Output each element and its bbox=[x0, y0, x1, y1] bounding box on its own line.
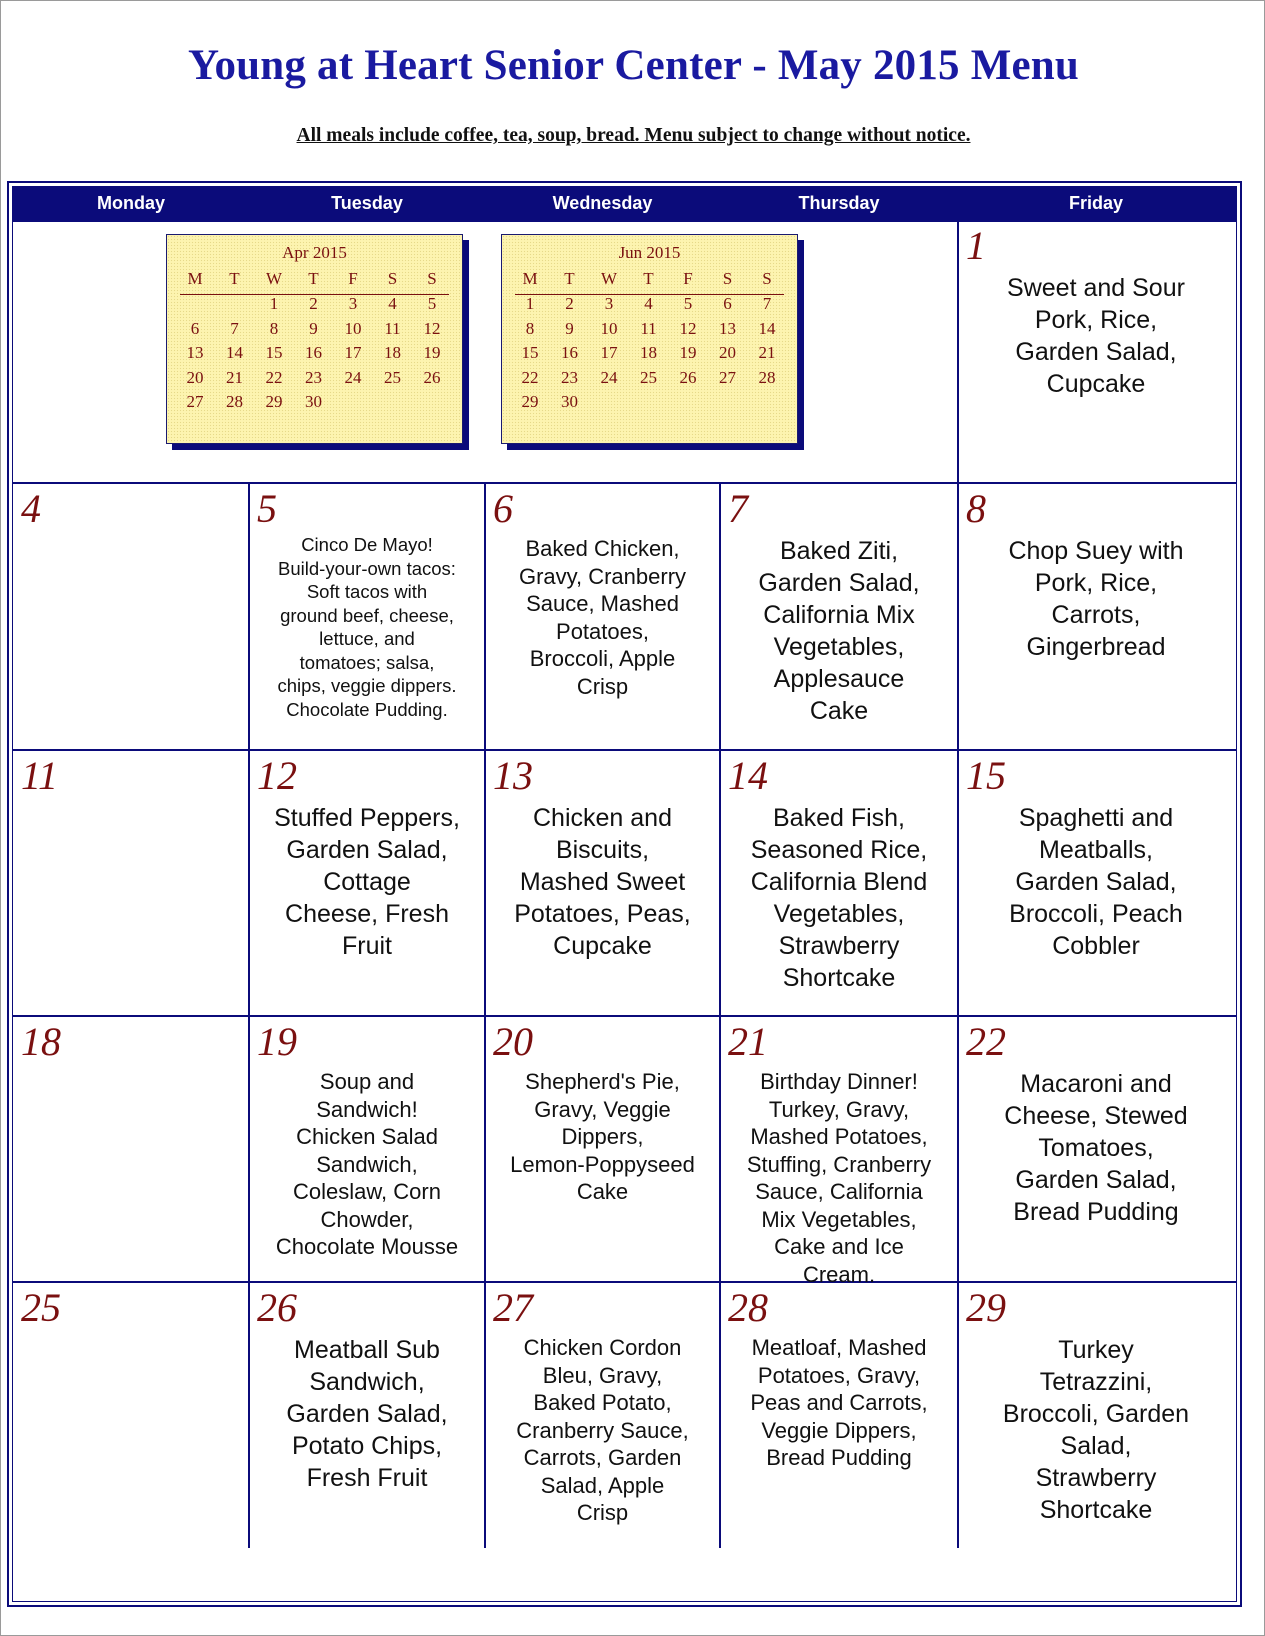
menu-text bbox=[964, 802, 1228, 962]
menu-line: Tomatoes, bbox=[1038, 1134, 1154, 1162]
mini-calendar-date: 7 bbox=[230, 318, 239, 338]
mini-calendar-date: 15 bbox=[521, 343, 539, 362]
mini-calendar-date: 18 bbox=[640, 343, 657, 362]
mini-calendar-date: 16 bbox=[305, 343, 322, 362]
menu-line: Pork, Rice, bbox=[1034, 569, 1158, 597]
menu-text bbox=[255, 802, 479, 962]
mini-calendar-date: 10 bbox=[344, 318, 362, 338]
menu-line: Macaroni and bbox=[1020, 1070, 1172, 1098]
mini-calendar-date: 26 bbox=[679, 367, 697, 387]
day-number: 29 bbox=[966, 1285, 1006, 1330]
day-number: 1 bbox=[966, 223, 986, 268]
mini-calendar-date: 14 bbox=[226, 343, 243, 362]
menu-line: Crisp bbox=[576, 1500, 629, 1525]
menu-text bbox=[255, 533, 479, 721]
mini-calendar-date: 8 bbox=[269, 318, 279, 338]
mini-calendar-weekday: W bbox=[265, 269, 283, 288]
mini-calendar-date: 18 bbox=[384, 343, 401, 362]
menu-line: Bread Pudding bbox=[766, 1445, 912, 1470]
mini-calendar-date: 21 bbox=[758, 343, 776, 362]
mini-calendar-weekday: T bbox=[643, 269, 654, 288]
day-cell bbox=[13, 1016, 249, 1282]
day-cell bbox=[720, 750, 958, 1016]
weekday-tuesday: Tuesday bbox=[331, 193, 403, 213]
mini-calendar-weekday: T bbox=[229, 269, 240, 288]
mini-calendar-date: 21 bbox=[226, 367, 243, 387]
mini-calendar-title: Jun 2015 bbox=[618, 243, 681, 262]
mini-calendar-date: 15 bbox=[265, 343, 283, 362]
day-number: 27 bbox=[493, 1285, 533, 1330]
mini-calendar-date: 11 bbox=[640, 318, 657, 338]
menu-line: Chop Suey with bbox=[1008, 537, 1184, 565]
page-subtitle: All meals include coffee, tea, soup, bread. Menu subject to change without notice. bbox=[296, 125, 971, 146]
menu-line: Pork, Rice, bbox=[1034, 306, 1158, 334]
month-calendar bbox=[7, 181, 1242, 1607]
menu-line: Vegetables, bbox=[773, 633, 905, 661]
mini-calendar-date: 6 bbox=[723, 294, 732, 313]
mini-calendar-date: 13 bbox=[719, 318, 736, 338]
mini-calendar-date: 24 bbox=[344, 367, 362, 387]
day-cell bbox=[958, 1282, 1234, 1548]
menu-text bbox=[491, 535, 714, 700]
menu-line: Carrots, bbox=[1051, 601, 1141, 629]
mini-calendar-date: 1 bbox=[525, 294, 535, 313]
menu-line: Gravy, Veggie bbox=[534, 1096, 671, 1122]
day-number: 20 bbox=[493, 1019, 533, 1064]
mini-calendar-date: 7 bbox=[762, 294, 772, 313]
mini-calendar-date: 25 bbox=[640, 367, 657, 387]
day-number: 6 bbox=[493, 486, 513, 531]
menu-line: Garden Salad, bbox=[758, 569, 920, 597]
menu-line: tomatoes; salsa, bbox=[299, 651, 435, 673]
mini-calendar-weekday: S bbox=[762, 269, 772, 288]
menu-line: Turkey, Gravy, bbox=[768, 1096, 910, 1122]
mini-calendar-date: 28 bbox=[758, 367, 776, 387]
menu-line: Cake bbox=[809, 697, 869, 725]
menu-line: Broccoli, Apple bbox=[529, 646, 676, 671]
menu-line: chips, veggie dippers. bbox=[277, 675, 457, 696]
menu-text bbox=[255, 1068, 479, 1261]
menu-line: Tetrazzini, bbox=[1039, 1368, 1153, 1396]
menu-text bbox=[964, 1068, 1228, 1228]
menu-line: California Blend bbox=[750, 868, 928, 896]
mini-calendar-date: 23 bbox=[305, 367, 322, 387]
menu-line: Potatoes, Peas, bbox=[514, 900, 691, 928]
menu-line: Baked Chicken, bbox=[525, 536, 680, 561]
menu-line: ground beef, cheese, bbox=[280, 604, 454, 626]
menu-line: Chicken Salad bbox=[296, 1124, 438, 1149]
menu-line: Baked Ziti, bbox=[779, 537, 899, 565]
menu-line: Coleslaw, Corn bbox=[293, 1179, 441, 1204]
menu-line: Stuffed Peppers, bbox=[274, 804, 460, 832]
day-number: 11 bbox=[21, 753, 59, 798]
menu-line: Stuffing, Cranberry bbox=[746, 1151, 932, 1177]
menu-line: Potatoes, Gravy, bbox=[757, 1362, 921, 1388]
menu-line: Carrots, Garden bbox=[523, 1445, 682, 1470]
mini-calendar-date: 13 bbox=[186, 343, 204, 362]
menu-text bbox=[255, 1334, 479, 1494]
day-number: 28 bbox=[728, 1285, 768, 1330]
menu-line: Peas and Carrots, bbox=[750, 1390, 928, 1415]
menu-line: Dippers, bbox=[561, 1124, 644, 1149]
day-cell bbox=[249, 483, 485, 750]
menu-line: Cream. bbox=[802, 1261, 876, 1282]
menu-line: Cake bbox=[576, 1179, 629, 1204]
menu-line: Gingerbread bbox=[1026, 633, 1166, 661]
day-cell bbox=[958, 220, 1234, 483]
mini-calendar-date: 6 bbox=[190, 318, 200, 338]
mini-calendar-date: 12 bbox=[423, 318, 441, 338]
menu-line: Spaghetti and bbox=[1018, 804, 1174, 832]
mini-calendar-weekday: F bbox=[683, 269, 693, 288]
mini-calendar-date: 17 bbox=[344, 343, 362, 362]
day-cell bbox=[249, 1282, 485, 1548]
menu-line: Broccoli, Peach bbox=[1009, 900, 1183, 928]
day-cell bbox=[958, 1016, 1234, 1282]
menu-line: Seasoned Rice, bbox=[750, 836, 928, 864]
mini-calendar-date: 12 bbox=[679, 318, 697, 338]
mini-calendar-date: 30 bbox=[561, 392, 578, 411]
mini-calendar-date: 3 bbox=[348, 294, 358, 313]
mini-calendar-date: 10 bbox=[600, 318, 618, 338]
menu-line: Cupcake bbox=[1046, 370, 1146, 398]
menu-line: Applesauce bbox=[773, 665, 905, 693]
mini-calendar-date: 4 bbox=[644, 294, 653, 313]
menu-text bbox=[491, 1068, 714, 1206]
day-number: 19 bbox=[257, 1019, 297, 1064]
menu-line: Build-your-own tacos: bbox=[278, 557, 456, 579]
day-cell bbox=[13, 750, 249, 1016]
day-number: 26 bbox=[257, 1285, 297, 1330]
menu-line: Bleu, Gravy, bbox=[542, 1362, 663, 1388]
mini-calendar-date: 19 bbox=[423, 343, 441, 362]
menu-text bbox=[726, 1334, 952, 1472]
day-cell bbox=[485, 1282, 720, 1548]
menu-line: Gravy, Cranberry bbox=[518, 563, 687, 589]
day-number: 5 bbox=[257, 486, 277, 531]
menu-text bbox=[726, 802, 952, 994]
day-cell bbox=[249, 750, 485, 1016]
menu-line: Potato Chips, bbox=[291, 1432, 443, 1460]
day-cell bbox=[720, 483, 958, 750]
day-cell bbox=[13, 1282, 249, 1548]
menu-line: Garden Salad, bbox=[1015, 338, 1177, 366]
mini-calendar-date: 5 bbox=[427, 294, 437, 313]
menu-line: California Mix bbox=[763, 601, 915, 629]
menu-line: Meatball Sub bbox=[294, 1336, 440, 1364]
day-cell bbox=[720, 1282, 958, 1548]
menu-line: Strawberry bbox=[1035, 1464, 1157, 1492]
mini-calendar-date: 25 bbox=[384, 367, 401, 387]
mini-calendar-date: 4 bbox=[388, 294, 397, 313]
weekday-wednesday: Wednesday bbox=[552, 193, 653, 213]
day-cell bbox=[485, 750, 720, 1016]
menu-text bbox=[491, 802, 714, 962]
day-number: 7 bbox=[728, 486, 748, 531]
menu-line: Lemon-Poppyseed bbox=[510, 1151, 695, 1177]
day-cell bbox=[13, 483, 249, 750]
menu-line: Cottage bbox=[323, 868, 411, 896]
menu-line: Vegetables, bbox=[773, 900, 905, 928]
mini-calendar-previous-month bbox=[166, 234, 463, 444]
menu-line: Cobbler bbox=[1052, 932, 1140, 960]
mini-calendar-date: 19 bbox=[679, 343, 697, 362]
mini-calendar-date: 29 bbox=[521, 392, 539, 411]
menu-line: Biscuits, bbox=[555, 836, 650, 864]
menu-text bbox=[964, 535, 1228, 663]
mini-calendar-date: 27 bbox=[719, 367, 736, 387]
mini-calendar-date: 2 bbox=[309, 294, 318, 313]
day-number: 15 bbox=[966, 753, 1006, 798]
calendar-grid bbox=[12, 186, 1237, 1602]
menu-line: Bread Pudding bbox=[1013, 1198, 1179, 1226]
mini-calendar-weekday: M bbox=[187, 269, 203, 288]
mini-calendar-weekday: S bbox=[387, 269, 398, 288]
menu-line: Fresh Fruit bbox=[306, 1464, 428, 1492]
menu-line: Cranberry Sauce, bbox=[516, 1417, 689, 1443]
mini-calendar-weekday: T bbox=[564, 269, 575, 288]
mini-calendar-date: 23 bbox=[561, 367, 578, 387]
day-number: 22 bbox=[966, 1019, 1006, 1064]
menu-line: Birthday Dinner! bbox=[760, 1069, 918, 1094]
mini-calendar-weekday: S bbox=[427, 269, 437, 288]
menu-line: Potatoes, bbox=[556, 618, 649, 644]
menu-line: lettuce, and bbox=[319, 628, 415, 649]
menu-line: Garden Salad, bbox=[1015, 1166, 1177, 1194]
menu-line: Veggie Dippers, bbox=[761, 1417, 917, 1443]
menu-line: Chocolate Mousse bbox=[275, 1234, 459, 1259]
menu-line: Meatloaf, Mashed bbox=[751, 1335, 927, 1360]
mini-calendar-date: 3 bbox=[604, 294, 614, 313]
day-cell bbox=[958, 483, 1234, 750]
mini-calendar-date: 29 bbox=[265, 392, 283, 411]
mini-calendar-date: 17 bbox=[600, 343, 618, 362]
mini-calendar-date: 22 bbox=[521, 367, 539, 387]
menu-line: Shepherd's Pie, bbox=[525, 1069, 680, 1094]
mini-calendar-next-month bbox=[501, 234, 798, 444]
menu-line: Baked Fish, bbox=[772, 804, 905, 832]
mini-calendar-date: 8 bbox=[525, 318, 535, 338]
menu-line: Garden Salad, bbox=[286, 1400, 448, 1428]
day-number: 18 bbox=[21, 1019, 61, 1064]
day-cell bbox=[958, 750, 1234, 1016]
menu-text bbox=[726, 535, 952, 727]
mini-calendar-date: 2 bbox=[565, 294, 574, 313]
weekday-friday: Friday bbox=[1068, 193, 1124, 213]
mini-calendar-date: 20 bbox=[186, 367, 204, 387]
menu-text bbox=[964, 272, 1228, 400]
mini-calendar-date: 28 bbox=[226, 392, 243, 411]
menu-line: Salad, Apple bbox=[540, 1472, 665, 1498]
menu-line: Cheese, Stewed bbox=[1004, 1102, 1188, 1130]
menu-text bbox=[491, 1334, 714, 1527]
mini-calendar-date: 30 bbox=[305, 392, 322, 411]
menu-line: Soup and bbox=[319, 1069, 415, 1094]
mini-calendar-weekday: W bbox=[600, 269, 618, 288]
mini-calendar-weekday: F bbox=[348, 269, 358, 288]
mini-calendar-weekday: M bbox=[522, 269, 538, 288]
weekday-thursday: Thursday bbox=[798, 193, 880, 213]
menu-text bbox=[964, 1334, 1228, 1526]
menu-line: Chocolate Pudding. bbox=[286, 698, 448, 720]
mini-calendar-date: 27 bbox=[186, 392, 204, 411]
menu-line: Sandwich, bbox=[309, 1368, 425, 1396]
mini-calendar-date: 9 bbox=[565, 318, 574, 338]
mini-calendar-date: 16 bbox=[561, 343, 578, 362]
menu-line: Broccoli, Garden bbox=[1002, 1400, 1190, 1428]
menu-line: Chowder, bbox=[320, 1206, 414, 1232]
menu-line: Cupcake bbox=[553, 932, 652, 960]
mini-calendar-title: Apr 2015 bbox=[282, 243, 347, 262]
menu-line: Fruit bbox=[342, 932, 392, 960]
menu-line: Salad, bbox=[1060, 1432, 1132, 1460]
mini-calendar-date: 5 bbox=[683, 294, 693, 313]
menu-line: Garden Salad, bbox=[286, 836, 448, 864]
day-number: 14 bbox=[728, 753, 768, 798]
menu-line: Meatballs, bbox=[1039, 836, 1153, 864]
weekday-header bbox=[13, 187, 1236, 222]
menu-text bbox=[726, 1068, 952, 1282]
menu-line: Sandwich! bbox=[316, 1096, 418, 1122]
menu-line: Chicken Cordon bbox=[523, 1335, 682, 1360]
day-cell bbox=[485, 483, 720, 750]
menu-line: Sweet and Sour bbox=[1007, 274, 1185, 302]
day-number: 13 bbox=[493, 753, 533, 798]
day-cell bbox=[720, 1016, 958, 1282]
mini-calendar-weekday: S bbox=[722, 269, 733, 288]
mini-calendar-date: 9 bbox=[309, 318, 318, 338]
menu-line: Turkey bbox=[1058, 1336, 1134, 1364]
menu-line: Crisp bbox=[576, 673, 629, 699]
day-number: 8 bbox=[966, 486, 986, 531]
menu-line: Mashed Sweet bbox=[519, 868, 686, 896]
day-cell bbox=[249, 1016, 485, 1282]
menu-line: Cake and Ice bbox=[774, 1234, 904, 1259]
mini-calendar-date: 20 bbox=[719, 343, 736, 362]
menu-line: Garden Salad, bbox=[1015, 868, 1177, 896]
menu-line: Strawberry bbox=[778, 932, 900, 960]
menu-line: Mix Vegetables, bbox=[761, 1206, 917, 1232]
day-number: 25 bbox=[21, 1285, 61, 1330]
mini-calendar-date: 26 bbox=[423, 367, 441, 387]
mini-calendar-date: 24 bbox=[600, 367, 618, 387]
menu-line: Cheese, Fresh bbox=[285, 900, 449, 928]
mini-calendar-date: 11 bbox=[384, 318, 401, 338]
mini-calendar-date: 22 bbox=[265, 367, 283, 387]
mini-calendar-date: 14 bbox=[758, 318, 776, 338]
menu-line: Chicken and bbox=[533, 804, 672, 832]
menu-line: Mashed Potatoes, bbox=[750, 1124, 928, 1149]
menu-line: Cinco De Mayo! bbox=[301, 534, 433, 555]
day-number: 12 bbox=[257, 753, 297, 798]
menu-line: Sauce, Mashed bbox=[526, 591, 679, 616]
day-number: 21 bbox=[728, 1019, 768, 1064]
menu-line: Shortcake bbox=[1039, 1496, 1153, 1524]
mini-calendar-weekday: T bbox=[308, 269, 319, 288]
menu-line: Baked Potato, bbox=[533, 1390, 672, 1415]
menu-line: Sandwich, bbox=[316, 1151, 418, 1177]
menu-line: Soft tacos with bbox=[306, 581, 428, 602]
day-number: 4 bbox=[21, 486, 41, 531]
mini-calendar-date: 1 bbox=[269, 294, 279, 313]
page-title: Young at Heart Senior Center - May 2015 Menu bbox=[187, 42, 1079, 89]
menu-line: Shortcake bbox=[782, 964, 896, 992]
day-cell bbox=[485, 1016, 720, 1282]
menu-line: Sauce, California bbox=[755, 1179, 923, 1204]
weekday-monday: Monday bbox=[96, 193, 165, 213]
